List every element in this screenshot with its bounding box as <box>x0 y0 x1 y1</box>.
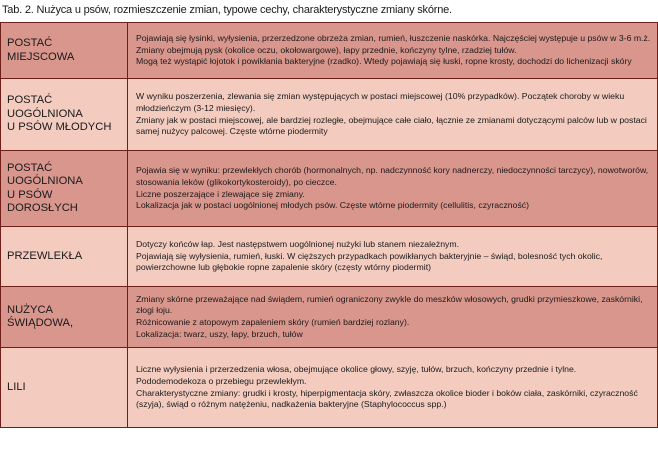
description-line: Liczne poszerzające i zlewające się zmiany. <box>136 188 305 199</box>
description-line: Dotyczy końców łap. Jest następstwem uogólnionej nużyki lub stanem niezależnym. <box>136 238 460 249</box>
row-description <box>128 23 658 79</box>
description-line: Liczne wyłysienia i przerzedzenia włosa, obejmujące okolice głowy, szyję, tułów, brzuch, kończyny przednie i tylne. <box>136 364 577 375</box>
table-row <box>1 151 658 227</box>
table-row <box>1 79 658 151</box>
description-line: Lokalizacja: twarz, uszy, łapy, brzuch, tułów <box>136 328 303 339</box>
table-row <box>1 287 658 348</box>
row-description <box>128 79 658 151</box>
description-line: Mogą też wystąpić łojotok i powikłania bakteryjne (rzadko). Wtedy pojawiają się łuski, ropne krosty, dochodzi do lichenizacji skóry <box>136 56 632 67</box>
description-line: W wyniku poszerzenia, zlewania się zmian występujących w postaci miejscowej (10% przypadków). Początek choroby w wieku młodzieńczym (3-12 miesięcy). <box>136 91 625 113</box>
description-line: Pojawiają się wyłysienia, rumień, łuski. W cięższych przypadkach powikłanych bakteryjnie – świąd, bolesność tych okolic, powierzchowne lub głębokie ropne zapalenie skóry (częsty wtórny piodermit) <box>136 250 603 273</box>
description-line: Pojawiają się łysinki, wyłysienia, przerzedzone obrzeża zmian, rumień, łuszczenie naskórka. Najczęściej występuje u psów w 3-6 m.ż. Zmiany obejmują pysk (okolice oczu, okołowargowe), łapy przednie, kończyny tylne, rzadziej tułów. <box>136 32 651 55</box>
row-label-chronic: PRZEWLEKŁA <box>1 227 128 287</box>
description-line: Lokalizacja jak w postaci uogólnionej młodych psów. Częste wtórne piodermity (cellulitis, czyraczność) <box>136 200 530 211</box>
description-line: Zmiany jak w postaci miejscowej, ale bardziej rozległe, obejmujące całe ciało, łącznie ze zmianami dotyczącymi palców lub w postaci samej nużycy palcowej. Częste wtórne piodermity <box>136 114 647 137</box>
row-label-generalized-adult: POSTAĆ UOGÓLNIONA U PSÓW DOROSŁYCH <box>1 151 128 227</box>
description-line: Pojawia się w wyniku: przewlekłych chorób (hormonalnych, np. nadczynność kory nadnerczy, niedoczynności tarczycy), nowotworów, stosowania leków (glikokortykosteroidy), po cieczce. <box>136 165 649 187</box>
demodicosis-table <box>0 22 658 428</box>
row-label-localized: POSTAĆ MIEJSCOWA <box>1 23 128 79</box>
row-label-lili: LILI <box>1 348 128 428</box>
row-label-pruritic: NUŻYCA ŚWIĄDOWA, <box>1 287 128 348</box>
row-description <box>128 227 658 287</box>
table-row <box>1 23 658 79</box>
row-description <box>128 348 658 428</box>
table-row <box>1 348 658 428</box>
description-line: Różnicowanie z atopowym zapaleniem skóry (rumień bardziej rozlany). <box>136 317 410 327</box>
row-description <box>128 151 658 227</box>
description-line: Charakterystyczne zmiany: grudki i krosty, hiperpigmentacja skóry, zwłaszcza okolice bioder i boków ciała, zaskórniki, czyraczność (szyja), świąd o różnym natężeniu, nadkażenia bakteryjne (Staphylococcus spp.) <box>136 387 638 410</box>
row-description <box>128 287 658 348</box>
row-label-generalized-young: POSTAĆ UOGÓLNIONA U PSÓW MŁODYCH <box>1 79 128 151</box>
table-caption: Tab. 2. Nużyca u psów, rozmieszczenie zmian, typowe cechy, charakterystyczne zmiany skórne. <box>2 4 452 16</box>
description-line: Pododemodekoza o przebiegu przewlekłym. <box>136 375 307 386</box>
description-line: Zmiany skórne przeważające nad świądem, rumień ograniczony zwykle do meszków włosowych, grudki przymieszkowe, zaskórniki, złogi łoju. <box>136 293 643 316</box>
table-row <box>1 227 658 287</box>
